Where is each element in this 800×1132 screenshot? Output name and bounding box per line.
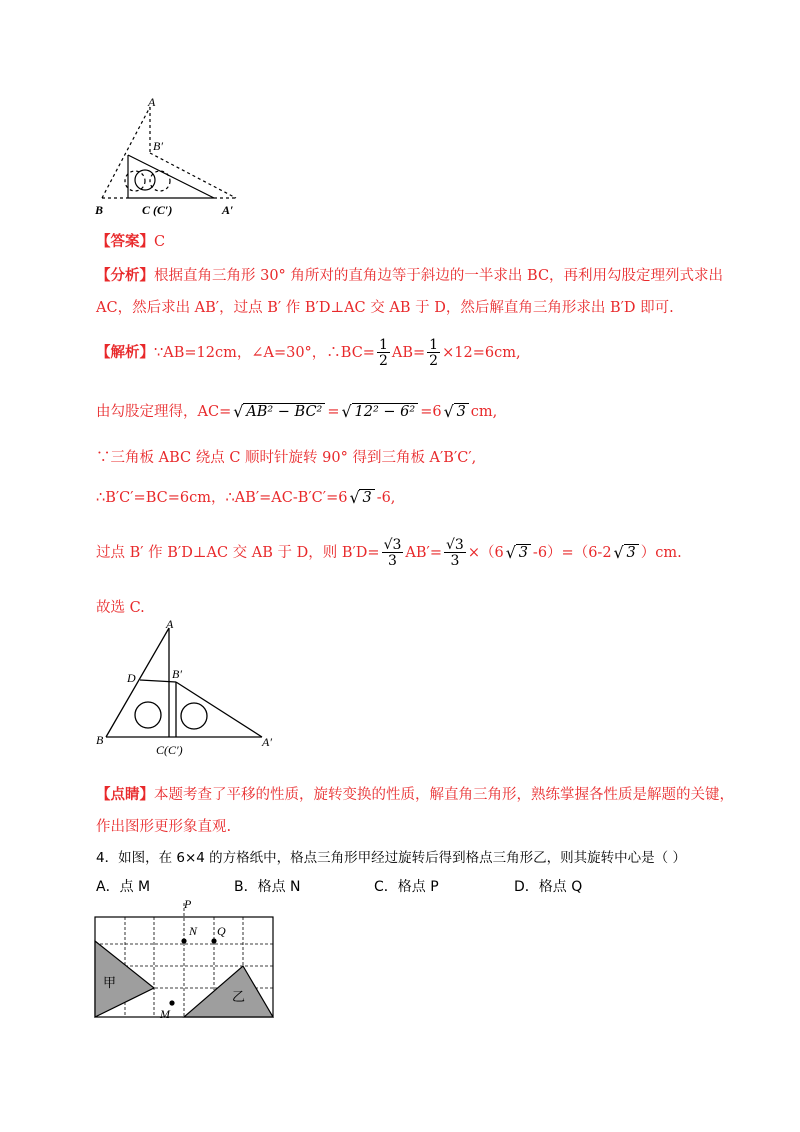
- label-N: N: [189, 924, 198, 938]
- sqrt-expression: [342, 404, 419, 420]
- comment-line-1: [96, 783, 734, 804]
- option-d: D．格点 Q: [514, 879, 583, 895]
- option-a: A．点 M: [96, 879, 151, 895]
- comment-text-1: 本题考查了平移的性质，旋转变换的性质，解直角三角形，熟练掌握各性质是解题的关键，: [154, 787, 734, 803]
- sqrt-content: 3: [359, 489, 374, 506]
- option-b: B．格点 N: [234, 879, 301, 895]
- fraction: [377, 338, 390, 368]
- solution-text: AB=: [391, 345, 426, 361]
- label-C: C (C′): [142, 203, 173, 217]
- solution-text: =: [327, 404, 340, 420]
- solution-text: ）cm.: [640, 545, 682, 561]
- solution-line-3: [96, 446, 476, 467]
- fraction: [382, 538, 404, 568]
- solution-text: 故选 C.: [96, 600, 145, 616]
- sqrt-expression: [444, 404, 469, 420]
- comment-text-2: 作出图形更形象直观.: [96, 819, 232, 835]
- solution-text: ∵三角板 ABC 绕点 C 顺时针旋转 90° 得到三角板 A′B′C′,: [96, 450, 477, 466]
- label-P: P: [184, 897, 192, 911]
- fraction-denominator: 2: [378, 353, 388, 369]
- point-N: [181, 938, 186, 943]
- comment-line-2: [96, 815, 231, 836]
- label-A-prime: A′: [262, 735, 272, 749]
- fraction: [427, 338, 440, 368]
- figure-3-grid: [90, 895, 280, 1025]
- sqrt-expression: [233, 404, 325, 420]
- label-B: B: [96, 733, 104, 747]
- label-jia: 甲: [103, 976, 117, 991]
- analysis-text-1: 根据直角三角形 30° 角所对的直角边等于斜边的一半求出 BC，再利用勾股定理列式求出: [154, 268, 724, 284]
- label-B-prime: B′: [153, 139, 163, 153]
- sqrt-content: 3: [624, 544, 639, 561]
- label-B-prime: B′: [172, 667, 182, 681]
- solution-line-5: [96, 538, 682, 568]
- analysis-line-1: [96, 264, 723, 285]
- solution-text: cm,: [470, 404, 498, 420]
- answer-tag: 【答案】: [96, 233, 154, 250]
- solution-line-2: [96, 400, 497, 421]
- sqrt-content: 3: [516, 544, 531, 561]
- comment-tag: 【点睛】: [96, 786, 154, 803]
- fraction-numerator: 1: [429, 337, 439, 353]
- fraction-denominator: 3: [388, 553, 397, 569]
- analysis-tag: 【分析】: [96, 267, 154, 284]
- label-A: A: [166, 620, 174, 631]
- point-M: [169, 1000, 174, 1005]
- solution-line-4: [96, 486, 395, 507]
- solution-text: =6: [420, 404, 442, 420]
- solution-text: -6）=（6-2: [532, 545, 612, 561]
- label-D: D: [127, 671, 136, 685]
- solution-text: 由勾股定理得，AC=: [96, 404, 232, 420]
- answer-value: C: [154, 234, 166, 250]
- solution-text: -6,: [376, 490, 396, 506]
- fraction-numerator: 1: [378, 337, 388, 353]
- fraction-numerator: √3: [383, 537, 402, 553]
- solution-text: ×12=6cm,: [442, 345, 521, 361]
- answer-line: [96, 230, 165, 251]
- solution-text: 过点 B′ 作 B′D⊥AC 交 AB 于 D，则 B′D=: [96, 545, 380, 561]
- solution-line-6: [96, 596, 145, 617]
- solution-tag: 【解析】: [96, 344, 154, 361]
- label-C: C(C′): [156, 743, 183, 757]
- triangle-yi: [184, 966, 273, 1017]
- solution-text: ∴B′C′=BC=6cm，∴AB′=AC-B′C′=6: [96, 490, 348, 506]
- label-Q: Q: [217, 924, 226, 938]
- fraction: [444, 538, 466, 568]
- label-M: M: [160, 1007, 170, 1021]
- label-yi: 乙: [232, 990, 246, 1005]
- solution-line-1: [96, 338, 521, 368]
- fraction-denominator: 2: [429, 353, 439, 369]
- option-c: C．格点 P: [374, 879, 439, 895]
- figure-2-solution-triangle: [94, 620, 294, 758]
- figure-1-triangle-rotation: [90, 95, 260, 220]
- sqrt-expression: [614, 545, 639, 561]
- solution-text: ∵AB=12cm，∠A=30°，∴BC=: [154, 345, 375, 361]
- sqrt-content: AB² − BC²: [243, 403, 325, 420]
- sqrt-expression: [349, 490, 374, 506]
- sqrt-content: 12² − 6²: [352, 403, 419, 420]
- label-A-prime: A′: [222, 203, 234, 217]
- question-4: [96, 846, 686, 866]
- point-Q: [211, 938, 216, 943]
- label-B: B: [95, 203, 104, 217]
- solution-text: AB′=: [405, 545, 442, 561]
- question-text: 4．如图，在 6×4 的方格纸中，格点三角形甲经过旋转后得到格点三角形乙，则其旋转中心是（ ）: [96, 850, 686, 866]
- fraction-denominator: 3: [450, 553, 460, 569]
- solution-text: ×（6: [467, 545, 504, 561]
- fraction-numerator: √3: [445, 537, 464, 553]
- analysis-line-2: [96, 296, 674, 317]
- analysis-text-2: AC，然后求出 AB′，过点 B′ 作 B′D⊥AC 交 AB 于 D，然后解直角三角形求出 B′D 即可.: [96, 300, 674, 316]
- sqrt-expression: [506, 545, 531, 561]
- sqrt-content: 3: [454, 403, 469, 420]
- label-A: A: [148, 95, 156, 109]
